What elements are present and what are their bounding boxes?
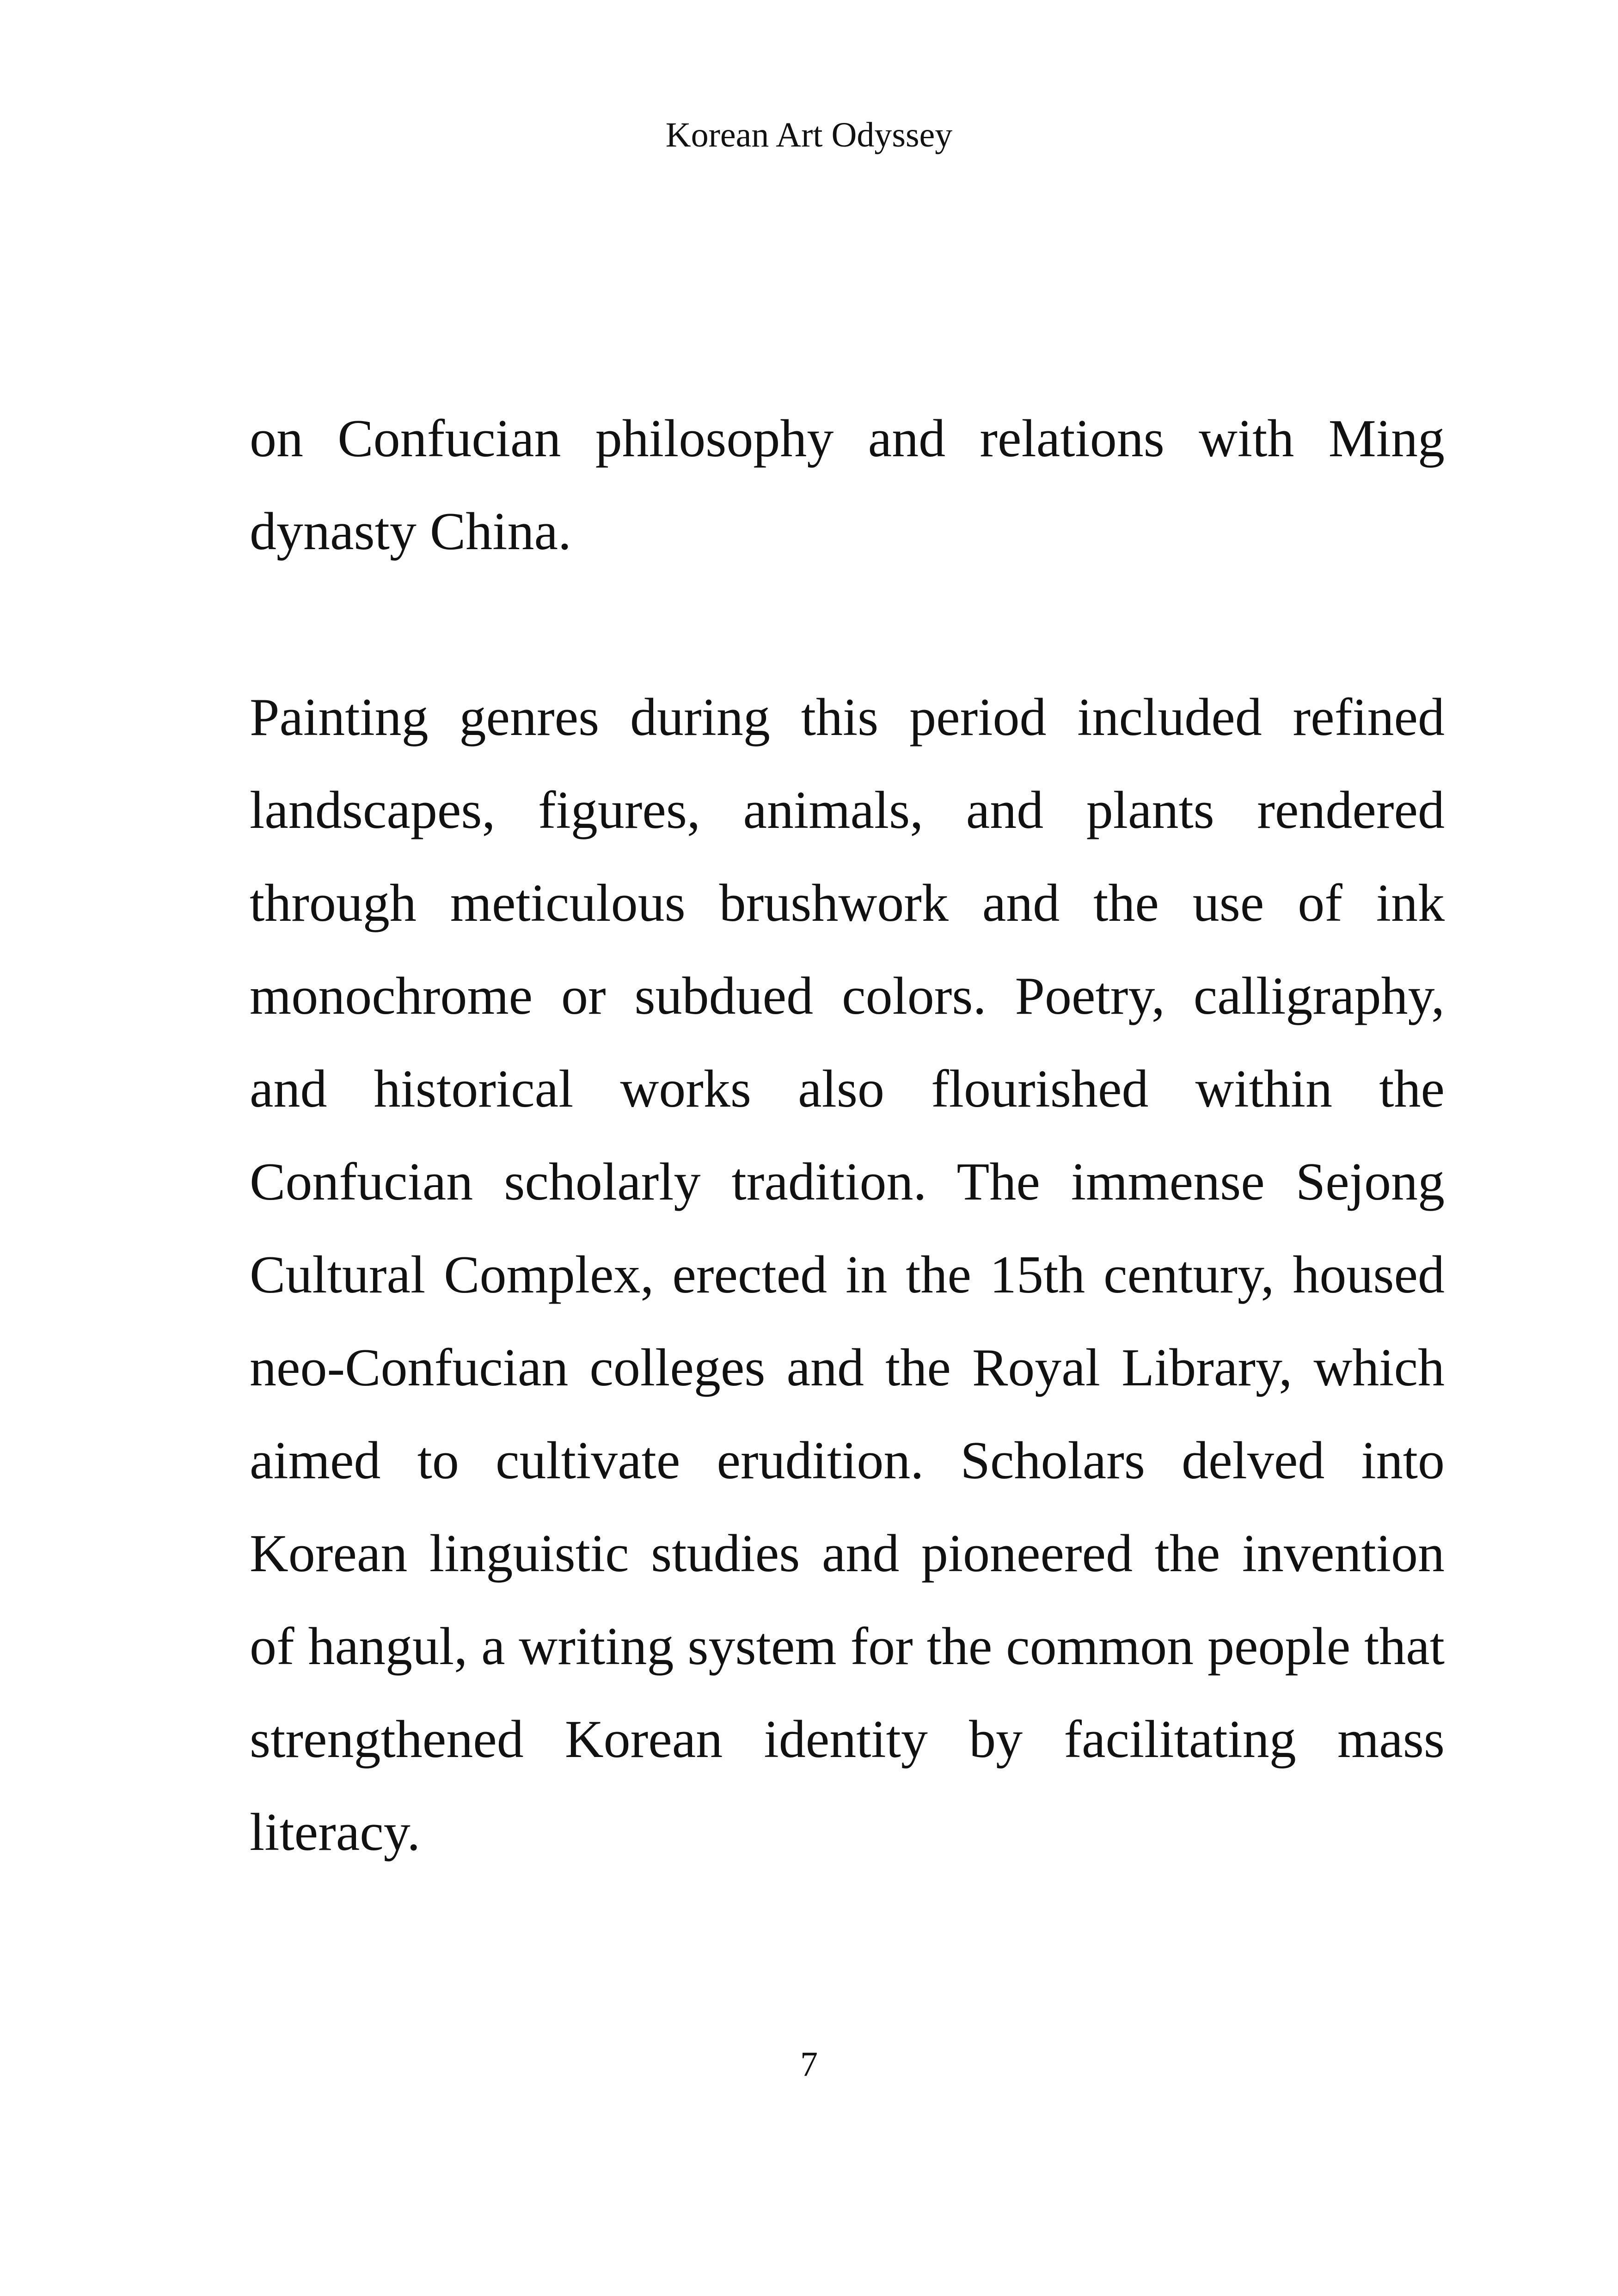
running-header: Korean Art Odyssey: [665, 116, 953, 154]
page-number: 7: [800, 2045, 818, 2084]
paragraph-painting-genres: Painting genres during this period included refined landscapes, figures, animals, and plants rendered through meticulous brushwork and the use of ink monochrome or subdued colors. Poetry, calligraphy, and historical works also flourished within the Confucian scholarly tradition. The immense Sejong Cultural Complex, erected in the 15th century, housed neo-Confucian colleges and the Royal Library, which aimed to cultivate erudition. Scholars delved into Korean linguistic studies and pioneered the invention of hangul, a writing system for the common people that strengthened Korean identity by facilitating mass literacy.: [250, 688, 1445, 1862]
body-text: [250, 392, 1445, 1879]
paragraph-continuation: on Confucian philosophy and relations with Ming dynasty China.: [250, 409, 1445, 561]
